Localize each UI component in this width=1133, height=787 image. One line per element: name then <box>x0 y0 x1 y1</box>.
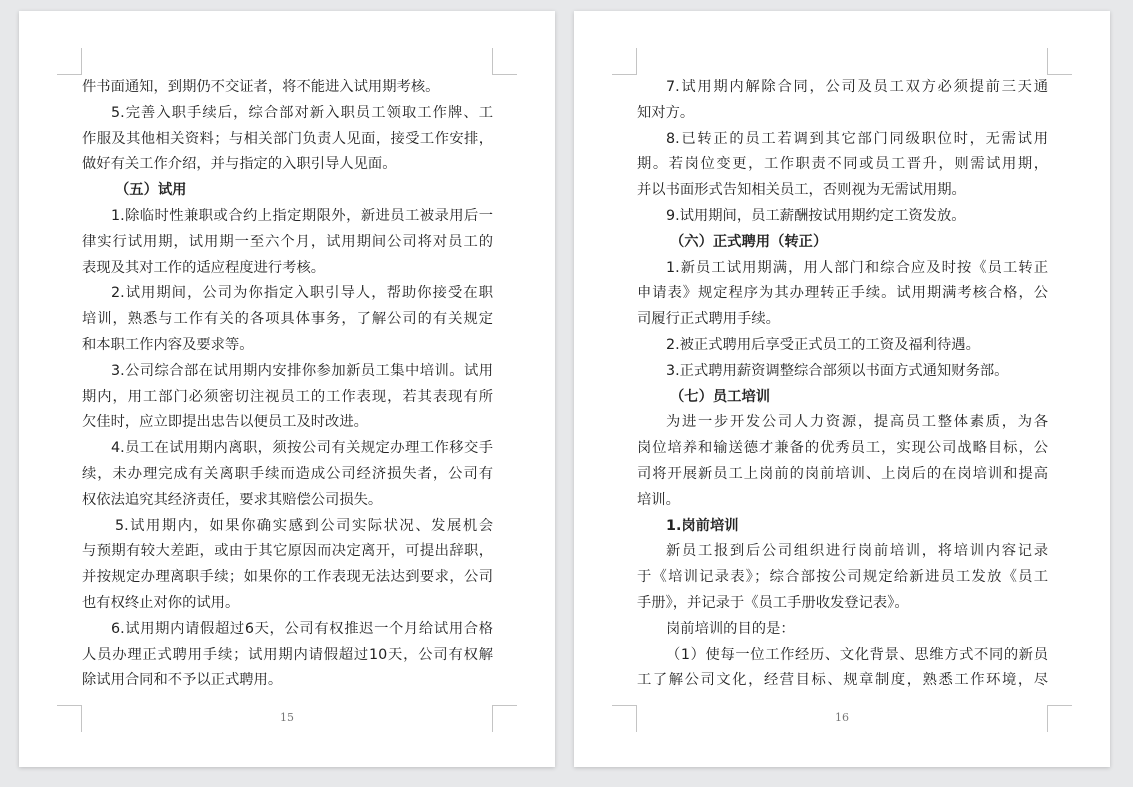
page-number: 16 <box>835 711 849 724</box>
text-line: 4.员工在试用期内离职，须按公司有关规定办理工作移交手 <box>111 440 493 457</box>
text-line: 司履行正式聘用手续。 <box>637 311 780 328</box>
text-line: 期内，用工部门必须密切注视员工的工作表现，若其表现有所 <box>82 388 493 405</box>
subsection-heading: 1.岗前培训 <box>666 517 739 534</box>
text-line: 并以书面形式告知相关员工，否则视为无需试用期。 <box>637 182 966 199</box>
text-line: 除试用合同和不予以正式聘用。 <box>82 672 283 689</box>
text-line: 1.新员工试用期满，用人部门和综合应及时按《员工转正 <box>666 259 1048 276</box>
text-line: 9.试用期间，员工薪酬按试用期约定工资发放。 <box>666 207 966 224</box>
text-line: 于《培训记录表》；综合部按公司规定给新进员工发放《员工 <box>637 569 1048 586</box>
section-heading: （六）正式聘用（转正） <box>670 233 828 250</box>
margin-corner-mark <box>1047 48 1072 75</box>
page-body-text <box>82 75 493 694</box>
text-line: 做好有关工作介绍，并与指定的入职引导人见面。 <box>82 156 397 173</box>
text-line: 培训，熟悉与工作有关的各项具体事务，了解公司的有关规定 <box>82 311 493 328</box>
text-line: 2.被正式聘用后享受正式员工的工资及福利待遇。 <box>666 336 980 353</box>
text-line: 期。若岗位变更，工作职责不同或员工晋升，则需试用期， <box>637 156 1048 173</box>
text-line: 8.已转正的员工若调到其它部门同级职位时，无需试用 <box>666 130 1048 147</box>
text-line: 和本职工作内容及要求等。 <box>82 336 254 353</box>
text-line: 表现及其对工作的适应程度进行考核。 <box>82 259 326 276</box>
text-line: 5.试用期内，如果你确实感到公司实际状况、发展机会 <box>115 517 493 534</box>
text-line: 申请表》规定程序为其办理转正手续。试用期满考核合格，公 <box>637 285 1048 302</box>
section-heading: （七）员工培训 <box>670 388 771 405</box>
text-line: 为进一步开发公司人力资源，提高员工整体素质，为各 <box>666 414 1048 431</box>
page-body-text <box>637 75 1048 694</box>
text-line: 与预期有较大差距，或由于其它原因而决定离开，可提出辞职， <box>82 543 493 560</box>
text-line: 岗位培养和输送德才兼备的优秀员工，实现公司战略目标，公 <box>637 440 1048 457</box>
text-line: 律实行试用期，试用期一至六个月，试用期间公司将对员工的 <box>82 233 493 250</box>
text-line: 新员工报到后公司组织进行岗前培训，将培训内容记录 <box>666 543 1048 560</box>
text-line: 手册》，并记录于《员工手册收发登记表》。 <box>637 594 909 611</box>
text-line: 1.除临时性兼职或合约上指定期限外，新进员工被录用后一 <box>111 207 493 224</box>
text-line: 人员办理正式聘用手续；试用期内请假超过10天，公司有权解 <box>82 646 493 663</box>
margin-corner-mark <box>612 48 637 75</box>
text-line: 也有权终止对你的试用。 <box>82 594 240 611</box>
section-heading: （五）试用 <box>115 182 187 199</box>
text-line: 欠佳时，应立即提出忠告以便员工及时改进。 <box>82 414 368 431</box>
text-line: 权依法追究其经济责任，要求其赔偿公司损失。 <box>82 491 383 508</box>
text-line: 5.完善入职手续后，综合部对新入职员工领取工作牌、工 <box>111 104 493 121</box>
text-line: 3.公司综合部在试用期内安排你参加新员工集中培训。试用 <box>111 362 493 379</box>
text-line: 2.试用期间，公司为你指定入职引导人，帮助你接受在职 <box>111 285 493 302</box>
text-line: 并按规定办理离职手续；如果你的工作表现无法达到要求，公司 <box>82 569 493 586</box>
text-line: 培训。 <box>637 491 680 508</box>
text-line: 工了解公司文化，经营目标、规章制度，熟悉工作环境，尽 <box>637 672 1048 689</box>
text-line: （1）使每一位工作经历、文化背景、思维方式不同的新员 <box>666 646 1048 663</box>
text-line: 7.试用期内解除合同，公司及员工双方必须提前三天通 <box>666 79 1048 95</box>
text-line: 作服及其他相关资料；与相关部门负责人见面，接受工作安排， <box>82 130 493 147</box>
document-page-15 <box>19 11 555 767</box>
text-line: 司将开展新员工上岗前的岗前培训、上岗后的在岗培训和提高 <box>637 465 1048 482</box>
text-line: 知对方。 <box>637 104 695 121</box>
text-line: 件书面通知，到期仍不交证者，将不能进入试用期考核。 <box>82 79 440 95</box>
page-number: 15 <box>280 711 294 724</box>
text-line: 续，未办理完成有关离职手续而造成公司经济损失者，公司有 <box>82 465 493 482</box>
document-page-16 <box>574 11 1110 767</box>
text-line: 6.试用期内请假超过6天，公司有权推迟一个月给试用合格 <box>111 620 493 637</box>
margin-corner-mark <box>492 48 517 75</box>
margin-corner-mark <box>57 48 82 75</box>
text-line: 岗前培训的目的是： <box>666 620 795 637</box>
text-line: 3.正式聘用薪资调整综合部须以书面方式通知财务部。 <box>666 362 1009 379</box>
